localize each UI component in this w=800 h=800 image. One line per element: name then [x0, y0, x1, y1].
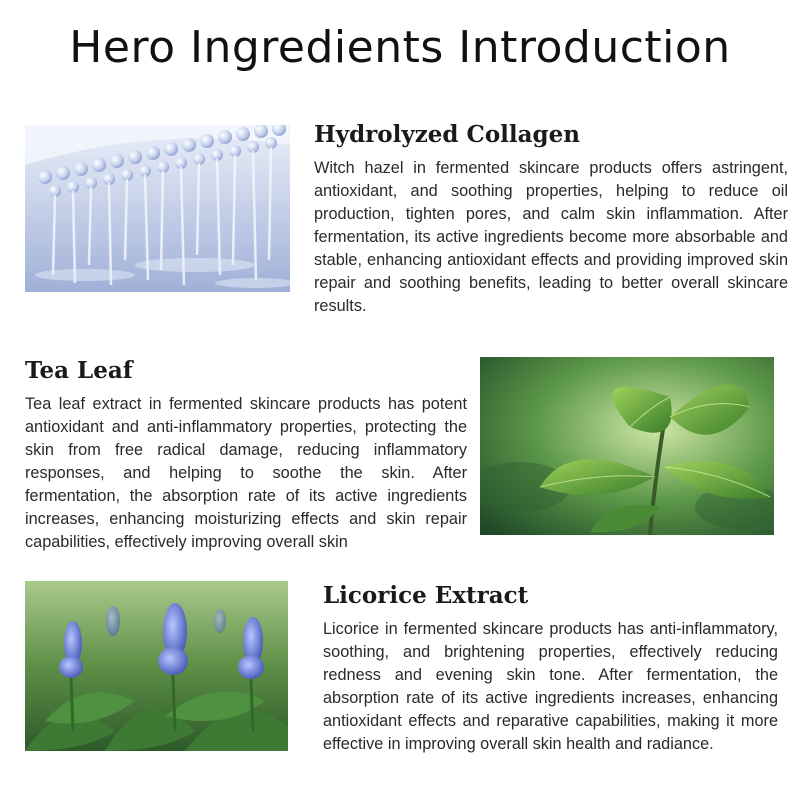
ingredient-tea-leaf [25, 357, 467, 554]
ingredient-description: Tea leaf extract in fermented skincare products has potent antioxidant and anti-inflammatory properties, protecting the skin from free radical damage, reducing inflammatory responses, and helping to soothe the skin. After fermentation, the absorption rate of its active ingredients increases, enhancing moisturizing effects and skin repair capabilities, effectively improving overall skin [25, 395, 467, 551]
ingredient-heading: Hydrolyzed Collagen [314, 121, 580, 148]
collagen-droplets-image [25, 125, 290, 292]
page-title: Hero Ingredients Introduction [69, 22, 731, 73]
ingredient-heading: Licorice Extract [323, 582, 529, 609]
licorice-flower-image [25, 581, 288, 751]
ingredient-licorice-extract [323, 582, 778, 756]
tea-leaf-image [480, 357, 774, 535]
ingredient-heading: Tea Leaf [25, 357, 133, 384]
ingredient-hydrolyzed-collagen [314, 121, 788, 318]
ingredient-description: Witch hazel in fermented skincare products offers astringent, antioxidant, and soothing properties, helping to reduce oil production, tighten pores, and calm skin inflammation. After fermentation, its active ingredients become more absorbable and stable, enhancing antioxidant effects and providing improved skin repair and soothing benefits, leading to better overall skincare results. [314, 159, 788, 315]
ingredient-description: Licorice in fermented skincare products has anti-inflammatory, soothing, and brightening properties, effectively reducing redness and evening skin tone. After fermentation, the absorption rate of its active ingredients increases, enhancing antioxidant effects and reparative capabilities, making it more effective in improving overall skin health and radiance. [323, 620, 778, 753]
